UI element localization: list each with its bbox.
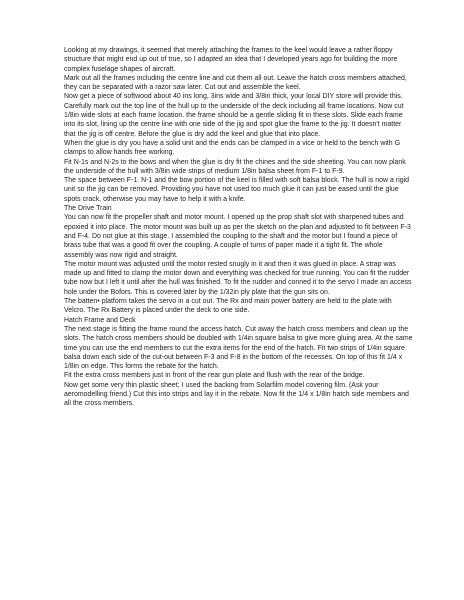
paragraph-mark-frames: Mark out all the frames including the centre line and cut them all out. Leave the hatch cross members attached, they can be separated with a razor saw later. Cut out and assemble the keel. [64,74,407,92]
paragraph-motor-mount: The motor mount was adjusted until the motor rested snugly in it and then it was glued in place. A strap was made up and fitted to clamp the motor down and everything was checked for true running. You can fit the rudder tube now but I left it until after the hull was finished. To fit the rudder and conned it to the servo I made an access hole under the Bofors. This is covered later by the 1/32in ply plate that the gun sits on. [64,260,412,296]
paragraph-jig: Now get a piece of softwood about 40 ins long, 3ins wide and 3/8in thick, your local DIY store will provide this. Carefully mark out the top line of the hull up to the underside of the deck including all frame locations. Now cut 1/8in wide slots at each frame location. the frame should be a gentle sliding fit in these slots. Slide each frame into its slot, lining up the centre line with one side of the jig and spot glue the frame to the jig. It doesn't matter that the jig is off centre. Before the glue is dry add the keel and glue that into place. [64,93,404,138]
paragraph-clamping: When the glue is dry you have a solid unit and the ends can be clamped in a vice or held to the bench with G clamps to allow hands free working. [64,139,401,157]
section-heading-hatch-frame: Hatch Frame and Deck [64,316,136,324]
section-heading-drive-train: The Drive Train [64,205,112,213]
paragraph-battery-platform: The batten• platform takes the servo in a cut out. The Rx and main power battery are held to the plate with Velcro. The Rx Battery is placed under the deck to one side. [64,298,392,315]
paragraph-hatch-frame: The next stage is fitting the frame round the access hatch. Cut away the hatch cross members and clean up the slots. The hatch cross members should be doubled with 1/4in square balsa to give more gluing area. At the same time you can use the end members to cut the extra items for the end of the hatch. Fit two strips of 1/4in square balsa down each side of the cut-out between F-3 and F-8 in the bottom of the recesses. On top of this fit 1/4 x 1/8in on edge. This forms the rebate for the hatch. [64,325,413,371]
paragraph-plastic-sheet: Now get some very thin plastic sheet; I used the backing from Solarfilm model covering film. (Ask your aeromodelling friend.) Cut this into strips and lay it in the rebate. Now fit the 1/4 x 1/8in hatch side members and all the cross members. [64,381,409,408]
paragraph-planking: Fit N-1s and N-2s to the bows and when the glue is dry fit the chines and the side sheeting. You can now plank the underside of the hull with 3/8in wide strips of medium 1/8in balsa sheet from F-1 to F-9. [64,158,406,175]
paragraph-extra-cross-members: Fit the extra cross members just in front of the rear gun plate and flush with the rear of the bridge. [64,372,365,380]
paragraph-bow-block: The space between F-1. N-1 and the bow portion of the keel is filled with soft balsa block. The hull is now a rigid unit so the jig can be removed. Providing you have not used too much glue it can just be eased until the glue spots crack, otherwise you may have to help it with a knife. [64,177,409,203]
paragraph-prop-shaft: You can now fit the propeller shaft and motor mount. I opened up the prop shaft slot with sharpened tubes and epoxied it into place. The motor mount was built up as per the sketch on the plan and adjusted to fit between F-3 and F-4. Do not glue at this stage. I assembled the coupling to the shaft and the motor but I found a piece of brass tube that was a good fit over the coupling. A couple of turns of paper made it a tight fit. The whole assembly was now rigid and straight. [64,214,411,259]
document-body [64,46,413,409]
paragraph-intro: Looking at my drawings, it seemed that merely attaching the frames to the keel would leave a rather floppy structure that might end up out of true, so I adapted an idea that I developed years ago for building the more complex fuselage shapes of aircraft. [64,47,398,73]
